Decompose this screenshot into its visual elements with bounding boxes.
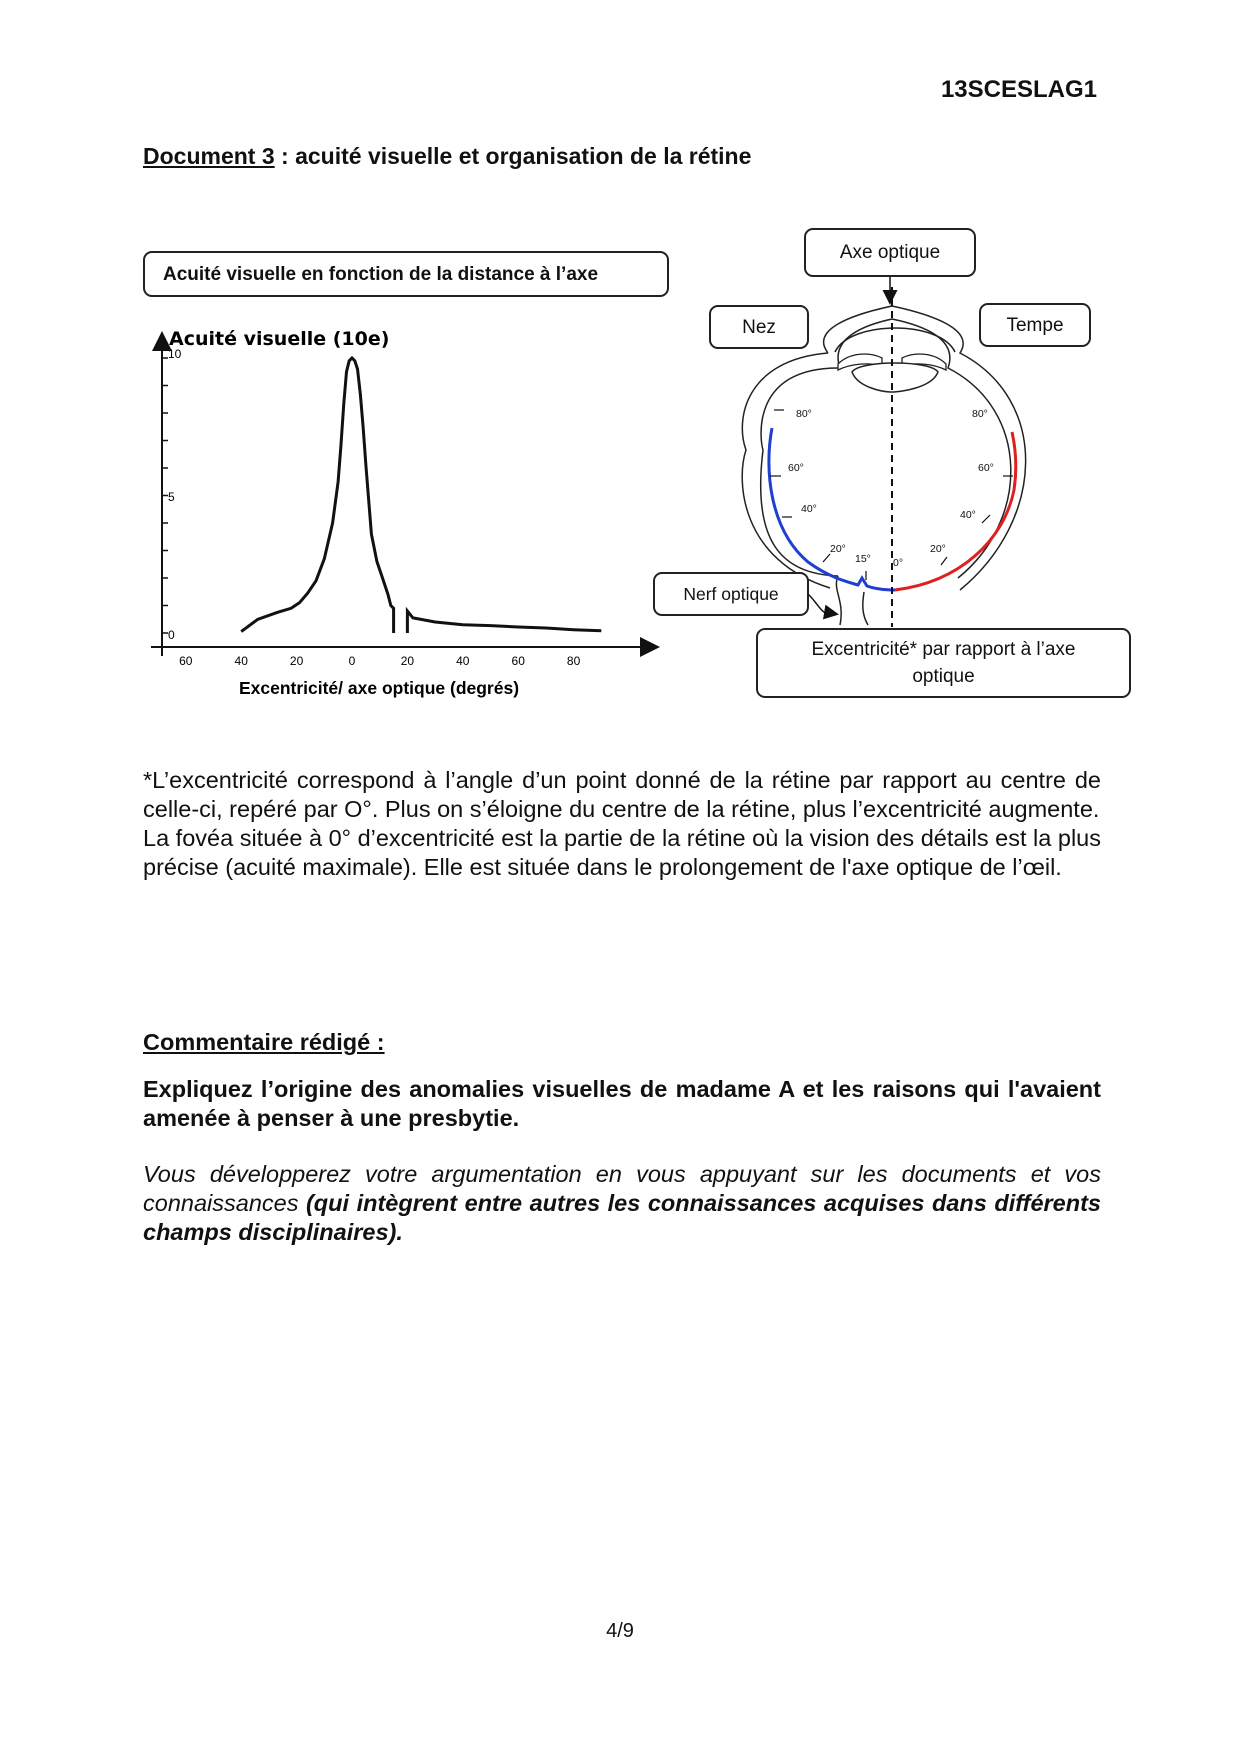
paragraph: La fovéa située à 0° d’excentricité est la partie de la rétine où la vision des détails est la plus précise (acuité maximale). Elle est située dans le prolongement de l'axe optique de l’œil. [143, 825, 1101, 880]
body-text [143, 766, 1101, 882]
question: Expliquez l’origine des anomalies visuelles de madame A et les raisons qui l'avaient amenée à penser à une presbytie. [143, 1076, 1101, 1131]
x-axis-label: Excentricité/ axe optique (degrés) [238, 678, 520, 698]
acuity-curve-nasal [241, 358, 393, 633]
lens [852, 363, 938, 392]
y-axis-label: Acuité visuelle (10e) [169, 328, 390, 350]
x-tick-label: 40 [456, 654, 470, 668]
x-tick-label: 40 [234, 654, 248, 668]
cornea [835, 328, 955, 352]
label-tempe-text: Tempe [1006, 314, 1064, 336]
y-tick-label: 5 [168, 490, 175, 504]
angle-label: 80° [796, 408, 812, 420]
label-tempe [979, 303, 1091, 347]
acuity-curve-temporal [407, 611, 601, 633]
retina-temporal [895, 432, 1016, 590]
angle-label: 15° [855, 553, 871, 565]
label-nez-text: Nez [742, 316, 776, 338]
angle-label: 20° [830, 543, 846, 555]
instructions-bold: (qui intègrent entre autres les connaissances acquises dans différents champs disciplinaires). [143, 1190, 1101, 1245]
comment-heading: Commentaire rédigé : [143, 1029, 385, 1055]
x-tick-label: 60 [511, 654, 525, 668]
retina-nasal [769, 428, 895, 590]
angle-label: 40° [801, 503, 817, 515]
angle-label: 80° [972, 408, 988, 420]
document-title-text: : acuité visuelle et organisation de la rétine [274, 143, 752, 169]
nerf-optique-arrow [806, 592, 836, 614]
instructions-italic: Vous développerez votre argumentation en vous appuyant sur les documents et vos connaissances [143, 1161, 1101, 1216]
angle-label: 20° [930, 543, 946, 555]
page-number: 4/9 [606, 1620, 634, 1642]
document-code: 13SCESLAG1 [940, 76, 1097, 103]
x-tick-label: 60 [179, 654, 193, 668]
angle-label: 60° [788, 462, 804, 474]
label-axe-optique-text: Axe optique [839, 242, 941, 263]
chart-title: Acuité visuelle en fonction de la distance à l’axe [163, 263, 599, 285]
chart [151, 328, 656, 698]
label-nerf-optique-text: Nerf optique [683, 583, 779, 604]
label-nerf-optique [653, 572, 809, 616]
sclera [824, 306, 1026, 590]
label-excentricite [756, 628, 1131, 698]
y-tick-label: 0 [168, 628, 175, 642]
label-nez [709, 305, 809, 349]
x-tick-label: 20 [289, 654, 304, 668]
document-label: Document 3 [143, 143, 275, 169]
label-excentricite-text: Excentricité* par rapport à l’axe optique [811, 639, 1076, 687]
y-tick-label: 10 [168, 347, 182, 361]
instructions [143, 1160, 1101, 1247]
paragraph: *L’excentricité correspond à l’angle d’un point donné de la rétine par rapport au centre de celle-ci, repéré par O°. Plus on s’éloigne du centre de la rétine, plus l’excentricité augmente. [143, 767, 1101, 822]
x-tick-label: 20 [400, 654, 415, 668]
figure [0, 0, 1240, 720]
x-tick-labels [179, 654, 580, 668]
label-axe-optique [804, 228, 976, 277]
angle-label: 0° [893, 557, 904, 569]
x-tick-label: 80 [566, 654, 581, 668]
angle-label: 60° [978, 462, 994, 474]
angle-label: 40° [960, 509, 976, 521]
x-tick-label: 0 [348, 654, 356, 668]
